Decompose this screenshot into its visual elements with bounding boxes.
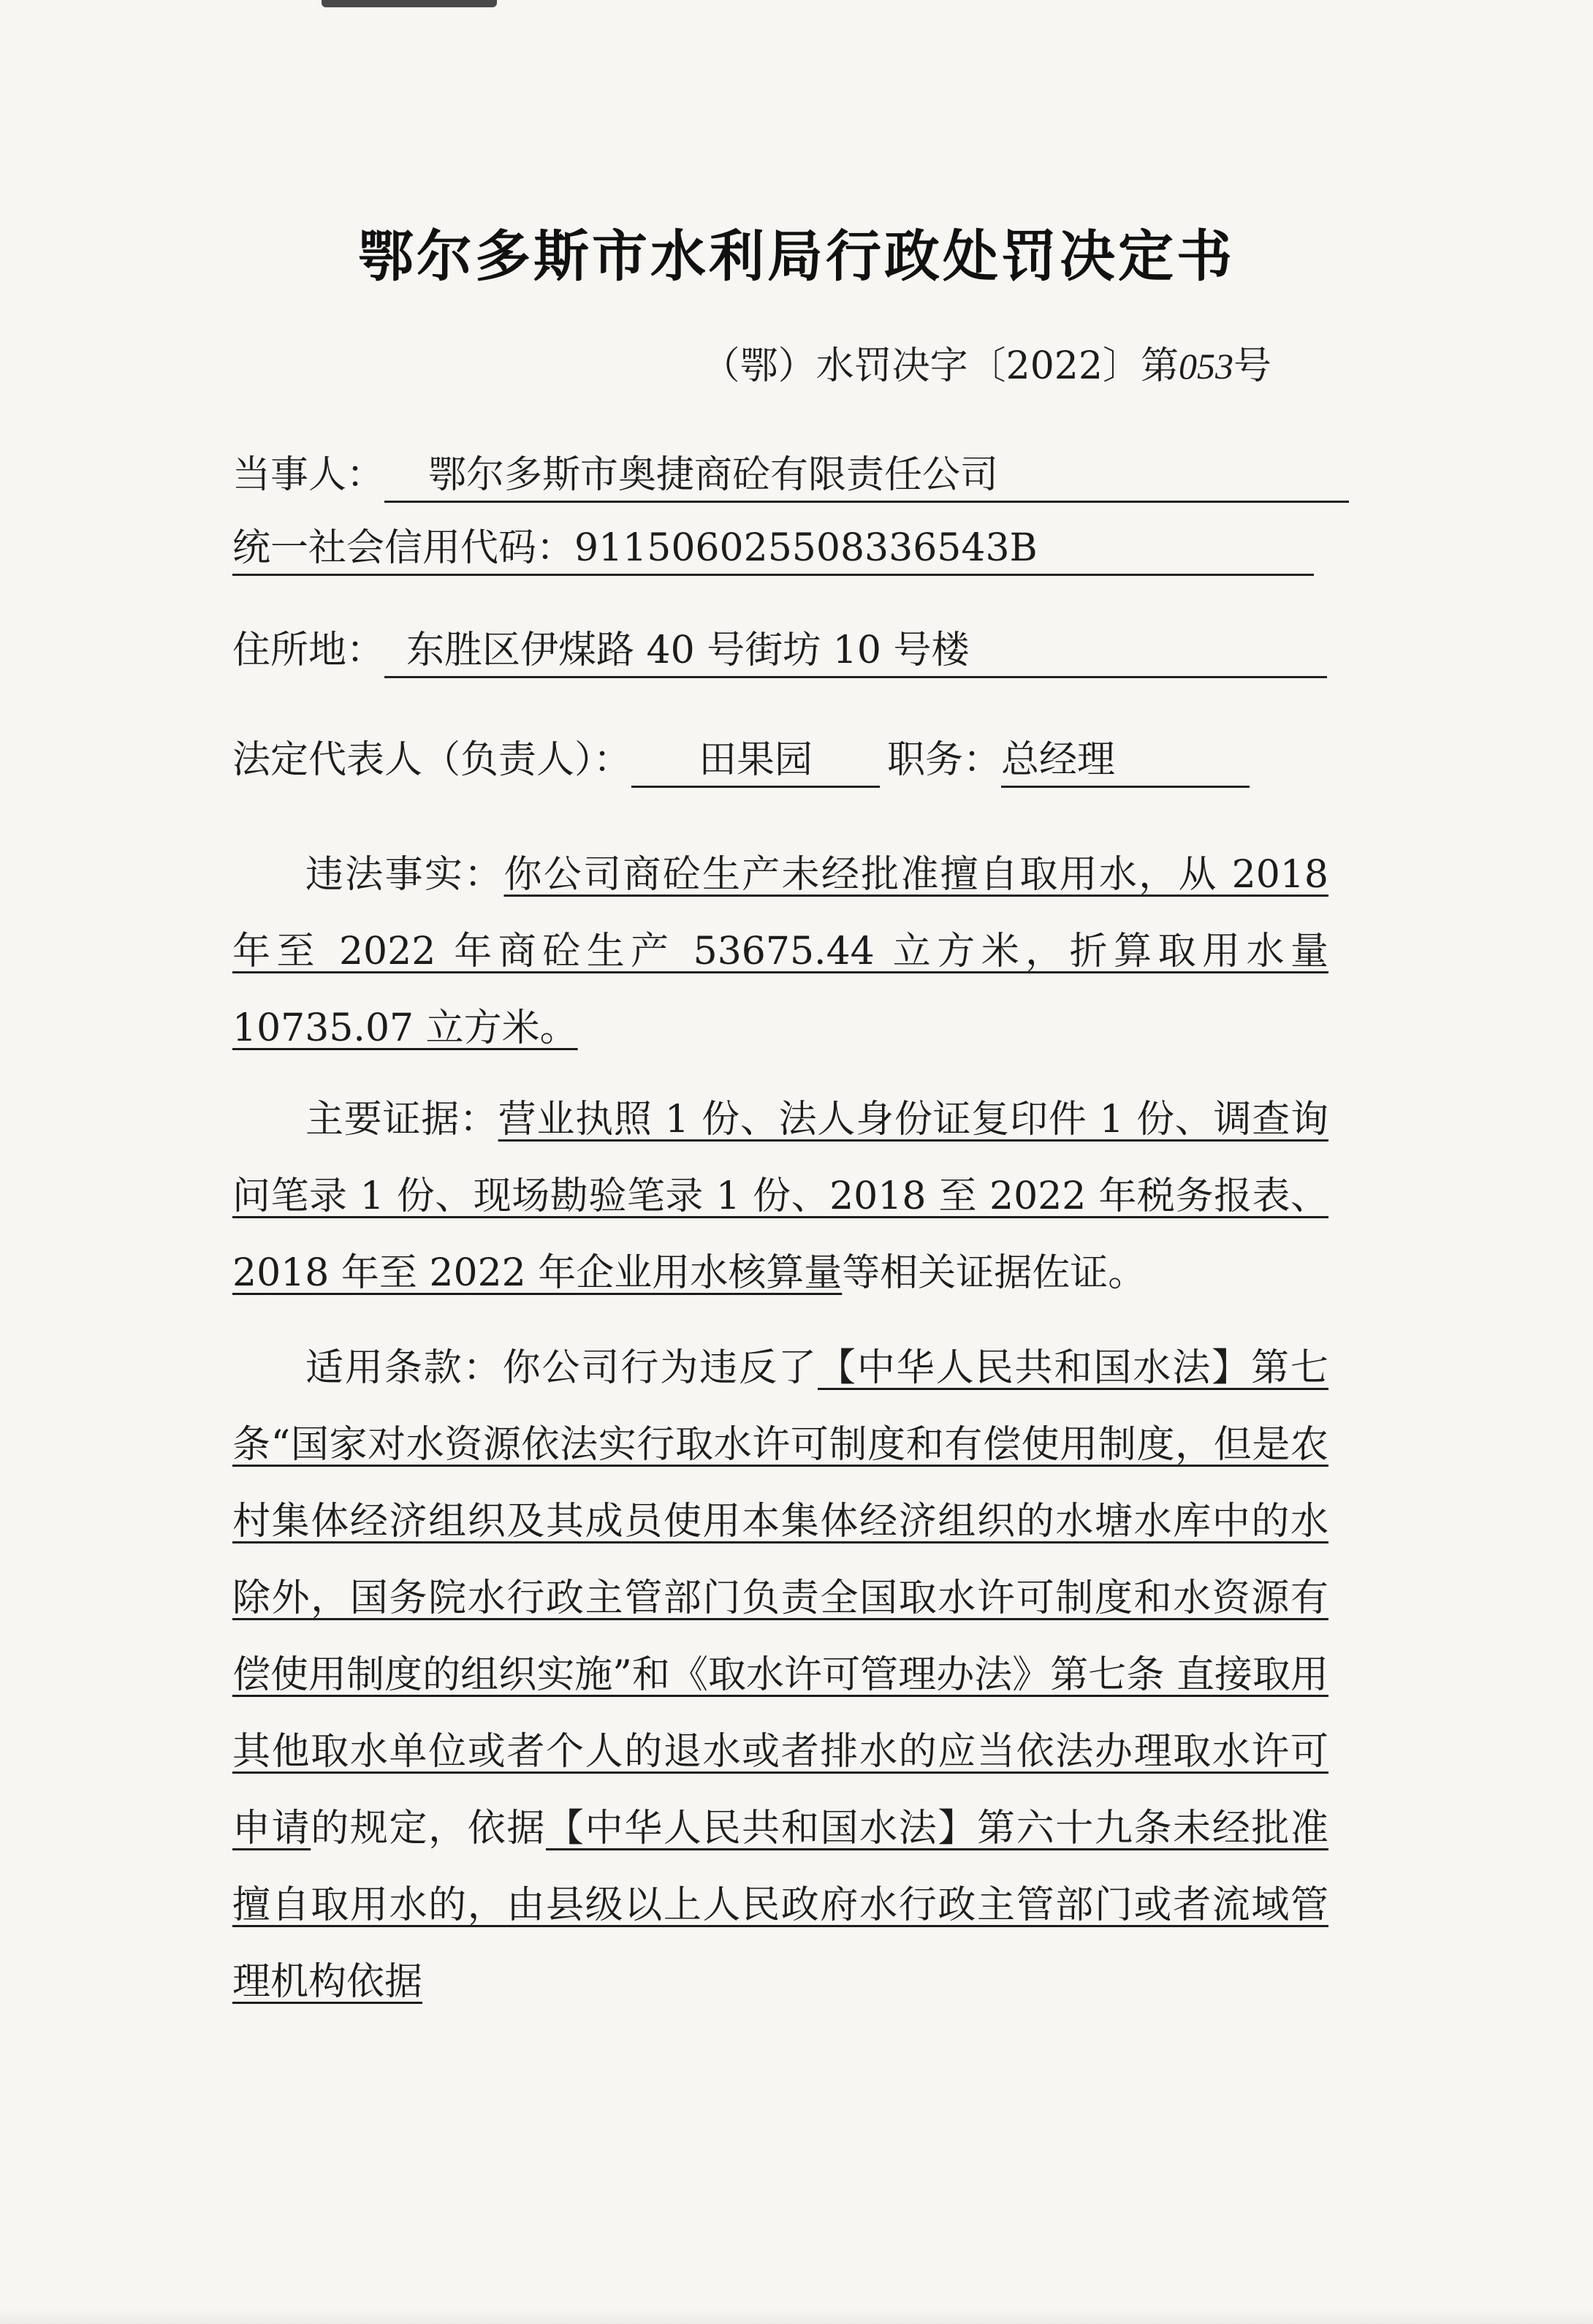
clauses-paragraph: [232, 1330, 1328, 2021]
party-label: 当事人：: [232, 453, 385, 497]
evidence-paragraph: [232, 1082, 1328, 1312]
clauses-label: 适用条款：: [305, 1346, 503, 1390]
party-row: [232, 449, 1349, 503]
position-value: 总经理: [1001, 734, 1250, 788]
address-row: [232, 625, 1327, 678]
doc-number-suffix: 号: [1233, 344, 1271, 388]
evidence-text: 营业执照 1 份、法人身份证复印件 1 份、调查询问笔录 1 份、现场勘验笔录 1 份、2018 至 2022 年税务报表、2018 年至 2022 年企业用水核算量: [232, 1098, 1328, 1295]
evidence-label: 主要证据：: [305, 1098, 498, 1142]
credit-code-value: 911506025508336543B: [574, 526, 1038, 570]
law-citation-water-law-art7: 【中华人民共和国水法】第七条“国家对水资源依法实行取水许可制度和有偿使用制度，但是农村集体经济组织及其成员使用本集体经济组织的水塘水库中的水除外，国务院水行政主管部门负责全国取水许可制度和水资源有偿使用制度的组织实施”和《取水许可管理办法》第七条 直接取用其他取水单位或者个人的退水或者排水的应当依法办理取水许可申请: [232, 1346, 1328, 1850]
facts-paragraph: [232, 837, 1328, 1067]
party-value: 鄂尔多斯市奥捷商砼有限责任公司: [384, 449, 1349, 503]
address-value: 东胜区伊煤路 40 号街坊 10 号楼: [384, 625, 1327, 678]
legal-rep-row: [232, 734, 1250, 788]
scan-mark: [322, 0, 497, 7]
credit-code-line: [232, 523, 1314, 576]
evidence-tail: 等相关证据佐证。: [842, 1251, 1147, 1295]
document-number: [702, 335, 1271, 390]
doc-number-handwritten: 053: [1178, 346, 1233, 387]
credit-code-label: 统一社会信用代码：: [232, 526, 575, 570]
clauses-intro: 你公司行为违反了: [502, 1346, 818, 1390]
address-label: 住所地：: [232, 629, 385, 672]
doc-number-prefix: （鄂）水罚决字〔2022〕第: [702, 344, 1179, 388]
position-label: 职务：: [887, 738, 1002, 782]
clauses-mid: 的规定，依据: [311, 1807, 547, 1850]
credit-code-row: [232, 523, 1314, 576]
facts-label: 违法事实：: [305, 853, 504, 897]
scan-edge: [0, 2309, 1593, 2324]
legal-rep-label: 法定代表人（负责人）：: [232, 738, 632, 782]
document-title: 鄂尔多斯市水利局行政处罚决定书: [358, 224, 1235, 289]
law-citation-water-law-art69: 【中华人民共和国水法】第六十九条未经批准擅自取用水的，由县级以上人民政府水行政主管部门或者流域管理机构依据: [232, 1807, 1328, 2004]
legal-rep-name: 田果园: [631, 734, 880, 788]
facts-text: 你公司商砼生产未经批准擅自取用水，从 2018 年至 2022 年商砼生产 53675.44 立方米，折算取用水量 10735.07 立方米。: [232, 853, 1328, 1050]
